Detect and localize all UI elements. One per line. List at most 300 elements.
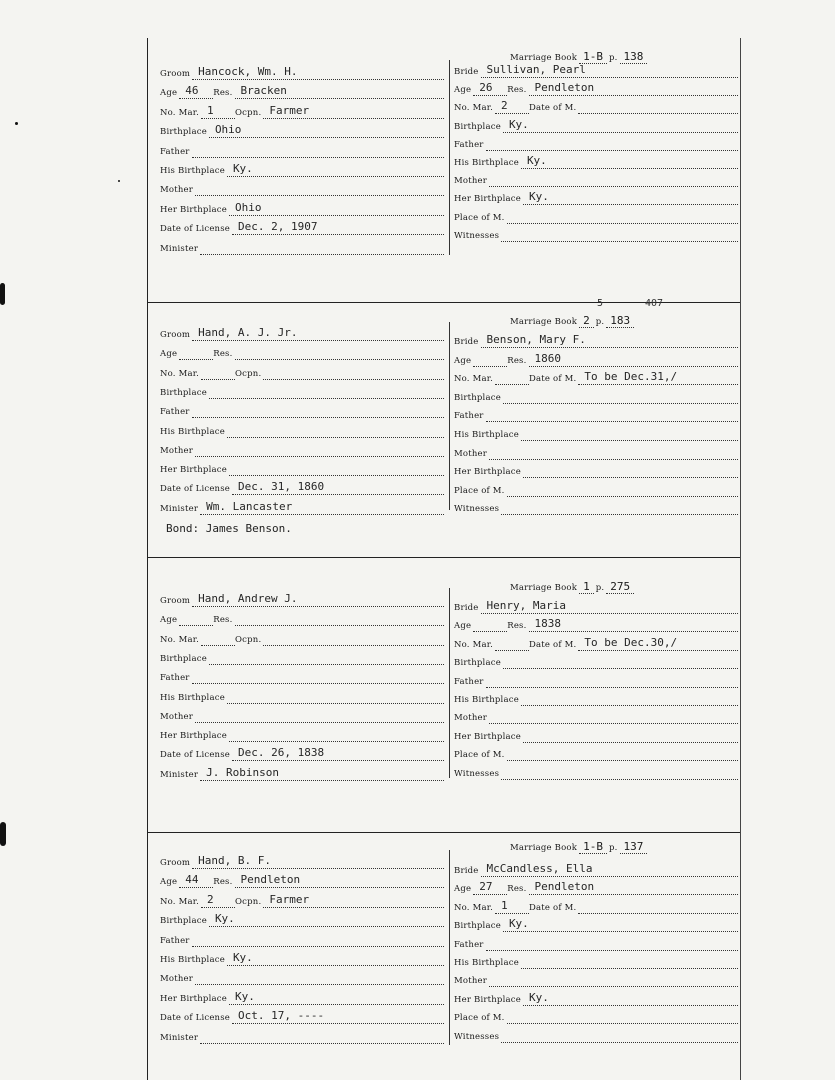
field-father-line[interactable] bbox=[192, 934, 444, 947]
field-label: Her Birthplace bbox=[454, 731, 521, 742]
field-label: Her Birthplace bbox=[160, 465, 227, 476]
field-label: Witnesses bbox=[454, 1031, 500, 1042]
field-birthplace-value: Ohio bbox=[214, 123, 242, 137]
book-correction: 5 bbox=[597, 298, 604, 309]
scan-speck bbox=[118, 180, 120, 182]
field-res-value: Pendleton bbox=[240, 873, 301, 887]
field-no_mar-line[interactable] bbox=[201, 892, 235, 908]
form-field bbox=[160, 66, 444, 80]
form-field bbox=[454, 710, 738, 724]
field-label: Age bbox=[160, 877, 178, 888]
field-no_mar-line[interactable] bbox=[495, 372, 529, 385]
field-his_birthplace-line[interactable] bbox=[227, 425, 444, 438]
form-field bbox=[160, 501, 444, 515]
form-field bbox=[454, 692, 738, 706]
form-field bbox=[454, 1029, 738, 1043]
field-no_mar-value: 1 bbox=[501, 898, 508, 912]
field-no_mar-value: 2 bbox=[207, 892, 214, 906]
field-label: Age bbox=[160, 615, 178, 626]
form-field bbox=[160, 221, 444, 235]
field-birthplace-value: Ky. bbox=[508, 917, 529, 931]
field-label: Date of License bbox=[160, 484, 231, 495]
field-minister-line[interactable] bbox=[200, 242, 444, 255]
field-label: Father bbox=[160, 935, 190, 946]
form-field bbox=[160, 747, 444, 761]
form-field bbox=[454, 918, 738, 932]
form-field bbox=[454, 747, 738, 761]
field-label: Her Birthplace bbox=[454, 194, 521, 205]
form-field bbox=[160, 874, 444, 888]
field-her_birthplace-line[interactable] bbox=[523, 192, 738, 205]
column-divider bbox=[449, 322, 450, 510]
form-field bbox=[454, 427, 738, 441]
field-no_mar-line[interactable] bbox=[495, 638, 529, 651]
marriage-book-number: 1-B bbox=[579, 50, 607, 64]
field-name-line[interactable] bbox=[481, 65, 739, 78]
field-date_of_license-line[interactable] bbox=[232, 482, 444, 495]
field-label: Date of M. bbox=[529, 902, 577, 913]
field-no_mar-value: 1 bbox=[207, 103, 214, 117]
field-label: Res. bbox=[507, 355, 527, 366]
field-his_birthplace-line[interactable] bbox=[227, 953, 444, 966]
field-date_of_license-line[interactable] bbox=[232, 748, 444, 761]
field-mother-line[interactable] bbox=[195, 972, 444, 985]
field-her_birthplace-line[interactable] bbox=[229, 729, 444, 742]
field-label: Age bbox=[454, 621, 472, 632]
field-label: Father bbox=[160, 407, 190, 418]
field-label: Ocpn. bbox=[235, 107, 262, 118]
field-label: Res. bbox=[507, 621, 527, 632]
field-label: Date of M. bbox=[529, 103, 577, 114]
form-field bbox=[454, 766, 738, 780]
page-correction: 407 bbox=[645, 298, 664, 309]
field-label: No. Mar. bbox=[454, 639, 494, 650]
field-age-line[interactable] bbox=[473, 619, 507, 632]
field-mother-line[interactable] bbox=[489, 174, 738, 187]
form-field bbox=[160, 767, 444, 781]
field-label: Mother bbox=[454, 448, 488, 459]
field-label: Minister bbox=[160, 769, 199, 780]
form-field bbox=[160, 632, 444, 646]
form-field bbox=[160, 404, 444, 418]
field-ocpn-line[interactable] bbox=[263, 103, 444, 119]
field-name-value: Sullivan, Pearl bbox=[486, 63, 586, 76]
form-field bbox=[160, 366, 444, 380]
form-field bbox=[160, 385, 444, 399]
form-field bbox=[160, 728, 444, 742]
field-her_birthplace-line[interactable] bbox=[523, 990, 738, 1006]
field-label: Mother bbox=[160, 711, 194, 722]
field-label: Mother bbox=[454, 176, 488, 187]
field-label: Minister bbox=[160, 243, 199, 254]
form-field bbox=[160, 124, 444, 138]
field-label: His Birthplace bbox=[160, 955, 225, 965]
form-field bbox=[454, 82, 738, 96]
form-field bbox=[454, 483, 738, 497]
form-field bbox=[454, 501, 738, 515]
field-label: Res. bbox=[213, 349, 233, 360]
field-minister-line[interactable] bbox=[200, 765, 444, 781]
field-father-line[interactable] bbox=[486, 675, 738, 688]
field-birthplace-value: Ky. bbox=[214, 912, 235, 926]
form-field bbox=[454, 618, 738, 632]
field-label: Mother bbox=[160, 185, 194, 196]
marriage-book-page: 183 bbox=[606, 314, 634, 328]
field-label: Date of M. bbox=[529, 374, 577, 385]
form-field bbox=[160, 933, 444, 947]
field-label: Birthplace bbox=[160, 653, 207, 664]
field-his_birthplace-line[interactable] bbox=[227, 164, 444, 177]
field-label: Father bbox=[160, 673, 190, 684]
field-her_birthplace-line[interactable] bbox=[229, 989, 444, 1005]
field-name-value: McCandless, Ella bbox=[486, 862, 593, 875]
form-field bbox=[454, 191, 738, 205]
field-birthplace-line[interactable] bbox=[209, 652, 444, 665]
field-label: Mother bbox=[160, 445, 194, 456]
field-mother-line[interactable] bbox=[195, 183, 444, 196]
field-father-line[interactable] bbox=[486, 409, 738, 422]
field-label: Her Birthplace bbox=[454, 994, 521, 1005]
field-label: Father bbox=[454, 939, 484, 950]
page-label: p. bbox=[595, 317, 605, 327]
form-field bbox=[160, 241, 444, 255]
field-label: Witnesses bbox=[454, 230, 500, 241]
form-field bbox=[454, 353, 738, 367]
marriage-book-number: 2 bbox=[579, 314, 594, 328]
field-label: Bride bbox=[454, 67, 479, 77]
field-label: Birthplace bbox=[160, 916, 207, 927]
field-age-line[interactable] bbox=[473, 354, 507, 367]
field-her_birthplace-value: Ky. bbox=[528, 990, 549, 1004]
field-label: Minister bbox=[160, 1032, 199, 1043]
field-no_mar-line[interactable] bbox=[201, 633, 235, 646]
form-field bbox=[454, 655, 738, 669]
field-date_of_license-value: Oct. 17, ---- bbox=[238, 1009, 325, 1023]
field-res-line[interactable] bbox=[529, 351, 738, 367]
field-birthplace-line[interactable] bbox=[503, 656, 738, 669]
field-res-line[interactable] bbox=[529, 619, 738, 632]
field-her_birthplace-value: Ky. bbox=[528, 190, 549, 204]
marriage-book-label: Marriage Book bbox=[510, 317, 578, 327]
field-label: Date of License bbox=[160, 750, 231, 761]
field-no_mar-line[interactable] bbox=[201, 367, 235, 380]
field-father-line[interactable] bbox=[486, 138, 738, 151]
scan-speck bbox=[0, 283, 5, 305]
field-birthplace-line[interactable] bbox=[503, 117, 738, 133]
field-ocpn-value: Farmer bbox=[269, 103, 310, 117]
field-mother-line[interactable] bbox=[489, 711, 738, 724]
field-father-line[interactable] bbox=[192, 671, 444, 684]
field-label: Age bbox=[454, 884, 472, 895]
field-date_of_m-line[interactable] bbox=[578, 635, 738, 651]
field-label: His Birthplace bbox=[454, 695, 519, 705]
field-place_of_m-line[interactable] bbox=[507, 211, 738, 224]
field-minister-line[interactable] bbox=[200, 499, 444, 515]
form-field bbox=[160, 651, 444, 665]
field-mother-line[interactable] bbox=[489, 974, 738, 987]
field-age-line[interactable] bbox=[179, 347, 213, 360]
field-label: His Birthplace bbox=[454, 158, 519, 168]
field-birthplace-line[interactable] bbox=[503, 391, 738, 404]
field-label: Groom bbox=[160, 69, 191, 79]
field-label: Res. bbox=[213, 615, 233, 626]
field-age-line[interactable] bbox=[179, 86, 213, 99]
field-no_mar-line[interactable] bbox=[495, 898, 529, 914]
field-age-value: 44 bbox=[185, 873, 199, 887]
form-field bbox=[160, 952, 444, 966]
field-label: No. Mar. bbox=[160, 107, 200, 118]
field-date_of_license-value: Dec. 31, 1860 bbox=[238, 480, 325, 494]
field-father-line[interactable] bbox=[192, 145, 444, 158]
field-witnesses-line[interactable] bbox=[501, 502, 738, 515]
form-field bbox=[160, 481, 444, 495]
field-label: His Birthplace bbox=[454, 430, 519, 440]
field-date_of_m-line[interactable] bbox=[578, 901, 738, 914]
field-birthplace-line[interactable] bbox=[503, 919, 738, 932]
field-name-value: Hand, Andrew J. bbox=[198, 592, 298, 605]
field-name-value: Hand, B. F. bbox=[198, 854, 272, 867]
form-field bbox=[454, 992, 738, 1006]
form-field bbox=[454, 637, 738, 651]
field-res-line[interactable] bbox=[235, 347, 444, 360]
field-label: Birthplace bbox=[454, 392, 501, 403]
field-label: Age bbox=[160, 349, 178, 360]
field-place_of_m-line[interactable] bbox=[507, 748, 738, 761]
field-birthplace-line[interactable] bbox=[209, 125, 444, 138]
field-label: Mother bbox=[454, 713, 488, 724]
form-field bbox=[160, 105, 444, 119]
form-field bbox=[160, 182, 444, 196]
form-field bbox=[454, 863, 738, 877]
form-field bbox=[160, 462, 444, 476]
form-field bbox=[454, 937, 738, 951]
field-res-line[interactable] bbox=[235, 86, 444, 99]
field-father-line[interactable] bbox=[192, 405, 444, 418]
field-label: Bride bbox=[454, 337, 479, 347]
marriage-book-label: Marriage Book bbox=[510, 53, 578, 63]
field-witnesses-line[interactable] bbox=[501, 767, 738, 780]
marriage-book-number: 1 bbox=[579, 580, 594, 594]
form-field bbox=[160, 144, 444, 158]
field-label: Res. bbox=[213, 877, 233, 888]
field-res-line[interactable] bbox=[529, 83, 738, 96]
field-his_birthplace-value: Ky. bbox=[526, 154, 547, 167]
marriage-book-header bbox=[510, 314, 636, 328]
field-label: Father bbox=[454, 411, 484, 422]
form-field bbox=[160, 202, 444, 216]
field-label: Ocpn. bbox=[235, 634, 262, 645]
form-field bbox=[160, 971, 444, 985]
field-label: No. Mar. bbox=[160, 896, 200, 907]
field-witnesses-line[interactable] bbox=[501, 1030, 738, 1043]
field-label: Age bbox=[454, 355, 472, 366]
form-field bbox=[160, 670, 444, 684]
form-field bbox=[454, 334, 738, 348]
field-his_birthplace-line[interactable] bbox=[521, 693, 738, 706]
marriage-book-page: 138 bbox=[620, 50, 648, 64]
form-field bbox=[454, 155, 738, 169]
field-her_birthplace-line[interactable] bbox=[229, 463, 444, 476]
form-field bbox=[160, 1010, 444, 1024]
field-name-line[interactable] bbox=[192, 67, 444, 80]
field-label: Place of M. bbox=[454, 485, 505, 496]
field-age-line[interactable] bbox=[473, 83, 507, 96]
scan-speck bbox=[0, 822, 6, 846]
form-field bbox=[160, 913, 444, 927]
field-no_mar-line[interactable] bbox=[201, 103, 235, 119]
field-label: Birthplace bbox=[454, 921, 501, 932]
field-name-line[interactable] bbox=[192, 328, 444, 341]
form-field bbox=[160, 443, 444, 457]
form-field bbox=[454, 464, 738, 478]
column-divider bbox=[449, 588, 450, 778]
form-field bbox=[454, 955, 738, 969]
field-label: His Birthplace bbox=[160, 426, 225, 437]
field-res-line[interactable] bbox=[235, 613, 444, 626]
field-name-line[interactable] bbox=[192, 594, 444, 607]
field-date_of_m-value: To be Dec.31,/ bbox=[584, 370, 678, 384]
field-no_mar-line[interactable] bbox=[495, 101, 529, 114]
field-label: Date of M. bbox=[529, 639, 577, 650]
record-separator bbox=[148, 832, 740, 833]
field-her_birthplace-line[interactable] bbox=[523, 465, 738, 478]
field-label: Birthplace bbox=[160, 127, 207, 138]
field-date_of_license-value: Dec. 26, 1838 bbox=[238, 746, 325, 760]
field-label: Mother bbox=[160, 974, 194, 985]
field-label: Groom bbox=[160, 858, 191, 868]
field-label: Birthplace bbox=[160, 387, 207, 398]
form-field bbox=[454, 119, 738, 133]
field-label: Res. bbox=[507, 884, 527, 895]
bond-note: Bond: James Benson. bbox=[166, 522, 292, 535]
column-divider bbox=[449, 850, 450, 1045]
field-his_birthplace-line[interactable] bbox=[521, 156, 738, 169]
field-her_birthplace-line[interactable] bbox=[229, 200, 444, 216]
field-label: Her Birthplace bbox=[160, 204, 227, 215]
form-field bbox=[160, 593, 444, 607]
form-field bbox=[160, 709, 444, 723]
field-her_birthplace-line[interactable] bbox=[523, 730, 738, 743]
form-field bbox=[160, 690, 444, 704]
form-field bbox=[160, 85, 444, 99]
form-field bbox=[160, 327, 444, 341]
field-mother-line[interactable] bbox=[489, 447, 738, 460]
field-label: Minister bbox=[160, 503, 199, 514]
field-label: Her Birthplace bbox=[160, 731, 227, 742]
field-date_of_m-line[interactable] bbox=[578, 372, 738, 385]
field-minister-value: Wm. Lancaster bbox=[206, 499, 293, 513]
form-field bbox=[160, 991, 444, 1005]
marriage-book-header bbox=[510, 50, 649, 64]
field-res-line[interactable] bbox=[529, 882, 738, 895]
field-label: Date of License bbox=[160, 1013, 231, 1024]
field-name-value: Benson, Mary F. bbox=[486, 333, 586, 346]
page-label: p. bbox=[608, 53, 618, 63]
field-ocpn-line[interactable] bbox=[263, 892, 444, 908]
field-label: Place of M. bbox=[454, 1013, 505, 1024]
field-label: Age bbox=[160, 88, 178, 99]
form-field bbox=[160, 855, 444, 869]
field-birthplace-value: Ky. bbox=[508, 117, 529, 131]
field-name-line[interactable] bbox=[481, 601, 739, 614]
field-age-line[interactable] bbox=[473, 882, 507, 895]
field-minister-line[interactable] bbox=[200, 1031, 444, 1044]
form-field bbox=[454, 100, 738, 114]
field-label: Father bbox=[160, 146, 190, 157]
field-birthplace-line[interactable] bbox=[209, 914, 444, 927]
form-field bbox=[454, 210, 738, 224]
field-res-value: Pendleton bbox=[534, 880, 595, 894]
field-place_of_m-line[interactable] bbox=[507, 484, 738, 497]
field-name-value: Hand, A. J. Jr. bbox=[198, 326, 298, 339]
form-field bbox=[160, 424, 444, 438]
field-label: Res. bbox=[213, 88, 233, 99]
field-label: Groom bbox=[160, 330, 191, 340]
field-his_birthplace-line[interactable] bbox=[227, 691, 444, 704]
field-witnesses-line[interactable] bbox=[501, 229, 738, 242]
field-res-value: Bracken bbox=[240, 84, 287, 98]
field-date_of_m-value: To be Dec.30,/ bbox=[584, 635, 678, 649]
form-field bbox=[160, 346, 444, 360]
form-field bbox=[454, 371, 738, 385]
field-date_of_m-line[interactable] bbox=[578, 101, 738, 114]
field-label: Witnesses bbox=[454, 504, 500, 515]
field-label: Age bbox=[454, 85, 472, 96]
field-date_of_license-line[interactable] bbox=[232, 1011, 444, 1024]
field-place_of_m-line[interactable] bbox=[507, 1011, 738, 1024]
field-label: Bride bbox=[454, 603, 479, 613]
field-mother-line[interactable] bbox=[195, 710, 444, 723]
field-mother-line[interactable] bbox=[195, 444, 444, 457]
field-father-line[interactable] bbox=[486, 938, 738, 951]
field-ocpn-line[interactable] bbox=[263, 633, 444, 646]
field-date_of_license-value: Dec. 2, 1907 bbox=[238, 220, 318, 234]
field-age-value: 27 bbox=[479, 880, 493, 894]
form-field bbox=[454, 228, 738, 242]
form-field bbox=[454, 600, 738, 614]
form-field bbox=[160, 163, 444, 177]
field-label: Father bbox=[454, 139, 484, 150]
field-age-line[interactable] bbox=[179, 875, 213, 888]
field-date_of_license-line[interactable] bbox=[232, 222, 444, 235]
field-label: Groom bbox=[160, 596, 191, 606]
field-his_birthplace-line[interactable] bbox=[521, 428, 738, 441]
marriage-book-header bbox=[510, 580, 636, 594]
marriage-book-header bbox=[510, 840, 649, 854]
marriage-book-page: 137 bbox=[620, 840, 648, 854]
field-label: His Birthplace bbox=[160, 166, 225, 176]
field-label: No. Mar. bbox=[454, 374, 494, 385]
field-his_birthplace-line[interactable] bbox=[521, 956, 738, 969]
field-label: His Birthplace bbox=[454, 958, 519, 968]
form-field bbox=[454, 390, 738, 404]
form-field bbox=[454, 408, 738, 422]
field-name-line[interactable] bbox=[481, 335, 739, 348]
field-birthplace-line[interactable] bbox=[209, 386, 444, 399]
field-ocpn-line[interactable] bbox=[263, 367, 444, 380]
field-label: Witnesses bbox=[454, 768, 500, 779]
marriage-book-number: 1-B bbox=[579, 840, 607, 854]
form-field bbox=[160, 612, 444, 626]
field-name-line[interactable] bbox=[481, 864, 739, 877]
field-label: Date of License bbox=[160, 224, 231, 235]
form-field bbox=[454, 674, 738, 688]
field-res-line[interactable] bbox=[235, 875, 444, 888]
field-age-line[interactable] bbox=[179, 613, 213, 626]
field-label: Place of M. bbox=[454, 750, 505, 761]
field-name-line[interactable] bbox=[192, 856, 444, 869]
form-field bbox=[454, 1010, 738, 1024]
